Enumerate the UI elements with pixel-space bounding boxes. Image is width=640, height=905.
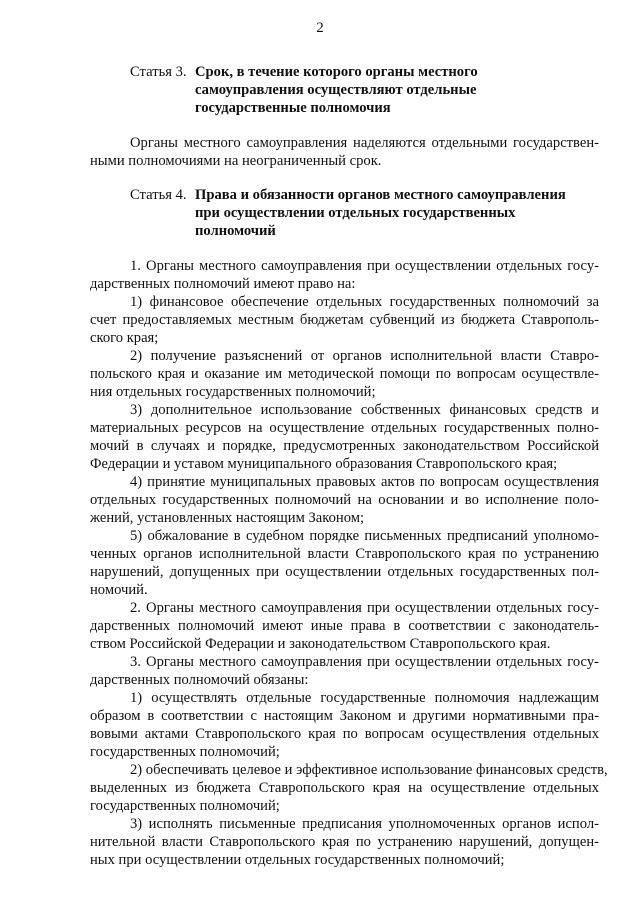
- article4-line-30: выделенных из бюджета Ставропольского края на осуществление отдельных: [90, 780, 599, 796]
- article4-line-31: государственных полномочий;: [90, 798, 280, 814]
- article4-line-29: 2) обеспечивать целевое и эффективное использование финансовых средств,: [130, 762, 608, 778]
- article4-line-32: 3) исполнять письменные предписания уполномоченных органов испол-: [130, 816, 599, 832]
- article3-body-line-1: Органы местного самоуправления наделяются отдельными государствен-: [130, 135, 599, 151]
- article4-line-12: Федерации и уставом муниципального образования Ставропольского края;: [90, 456, 558, 472]
- article4-line-17: ченных органов исполнительной власти Ставропольского края по устранению: [90, 546, 599, 562]
- article4-line-18: нарушений, допущенных при осуществлении отдельных государственных пол-: [90, 564, 599, 580]
- page-number: 2: [316, 20, 324, 36]
- article3-title-line-2: самоуправления осуществляют отдельные: [195, 82, 477, 98]
- article4-line-13: 4) принятие муниципальных правовых актов по вопросам осуществления: [130, 474, 599, 490]
- article4-line-21: дарственных полномочий имеют иные права в соответствии с законодатель-: [90, 618, 599, 634]
- article4-line-20: 2. Органы местного самоуправления при осуществлении отдельных госу-: [130, 600, 599, 616]
- article4-line-4: счет предоставляемых местным бюджетам субвенций из бюджета Ставрополь-: [90, 312, 599, 328]
- article4-line-16: 5) обжалование в судебном порядке письменных предписаний уполномо-: [130, 528, 599, 544]
- article4-line-15: жений, установленных настоящим Законом;: [90, 510, 365, 526]
- article4-line-14: отдельных государственных полномочий на основании и во исполнение поло-: [90, 492, 599, 508]
- article4-line-24: дарственных полномочий обязаны:: [90, 672, 309, 688]
- article4-line-8: ния отдельных государственных полномочий;: [90, 384, 376, 400]
- article4-line-19: номочий.: [90, 582, 148, 598]
- article3-body-line-2: ными полномочиями на неограниченный срок.: [90, 153, 382, 169]
- article3-title-line-1: Срок, в течение которого органы местного: [195, 64, 478, 80]
- article3-title-line-3: государственные полномочия: [195, 100, 391, 116]
- article4-label: Статья 4.: [130, 187, 187, 203]
- article4-title-line-1: Права и обязанности органов местного самоуправления: [195, 187, 566, 203]
- article4-title-line-2: при осуществлении отдельных государственных: [195, 205, 516, 221]
- article4-line-5: ского края;: [90, 330, 159, 346]
- article4-line-6: 2) получение разъяснений от органов исполнительной власти Ставро-: [130, 348, 599, 364]
- article4-line-22: ством Российской Федерации и законодательством Ставропольского края.: [90, 636, 551, 652]
- article4-line-1: 1. Органы местного самоуправления при осуществлении отдельных госу-: [130, 258, 599, 274]
- article4-line-3: 1) финансовое обеспечение отдельных государственных полномочий за: [130, 294, 599, 310]
- article4-line-11: мочий в случаях и порядке, предусмотренных законодательством Российской: [90, 438, 599, 454]
- article3-label: Статья 3.: [130, 64, 187, 80]
- article4-line-23: 3. Органы местного самоуправления при осуществлении отдельных госу-: [130, 654, 599, 670]
- article4-line-27: вовыми актами Ставропольского края по вопросам осуществления отдельных: [90, 726, 599, 742]
- article4-title-line-3: полномочий: [195, 223, 276, 239]
- article4-line-10: материальных ресурсов на осуществление отдельных государственных полно-: [90, 420, 599, 436]
- article4-line-33: нительной власти Ставропольского края по устранению нарушений, допущен-: [90, 834, 599, 850]
- article4-line-26: образом в соответствии с настоящим Законом и другими нормативными пра-: [90, 708, 599, 724]
- article4-line-28: государственных полномочий;: [90, 744, 280, 760]
- article4-line-2: дарственных полномочий имеют право на:: [90, 276, 356, 292]
- article4-line-7: польского края и оказание им методической помощи по вопросам осуществле-: [90, 366, 599, 382]
- article4-line-9: 3) дополнительное использование собственных финансовых средств и: [130, 402, 599, 418]
- article4-line-34: ных при осуществлении отдельных государственных полномочий;: [90, 852, 505, 868]
- article4-line-25: 1) осуществлять отдельные государственные полномочия надлежащим: [130, 690, 599, 706]
